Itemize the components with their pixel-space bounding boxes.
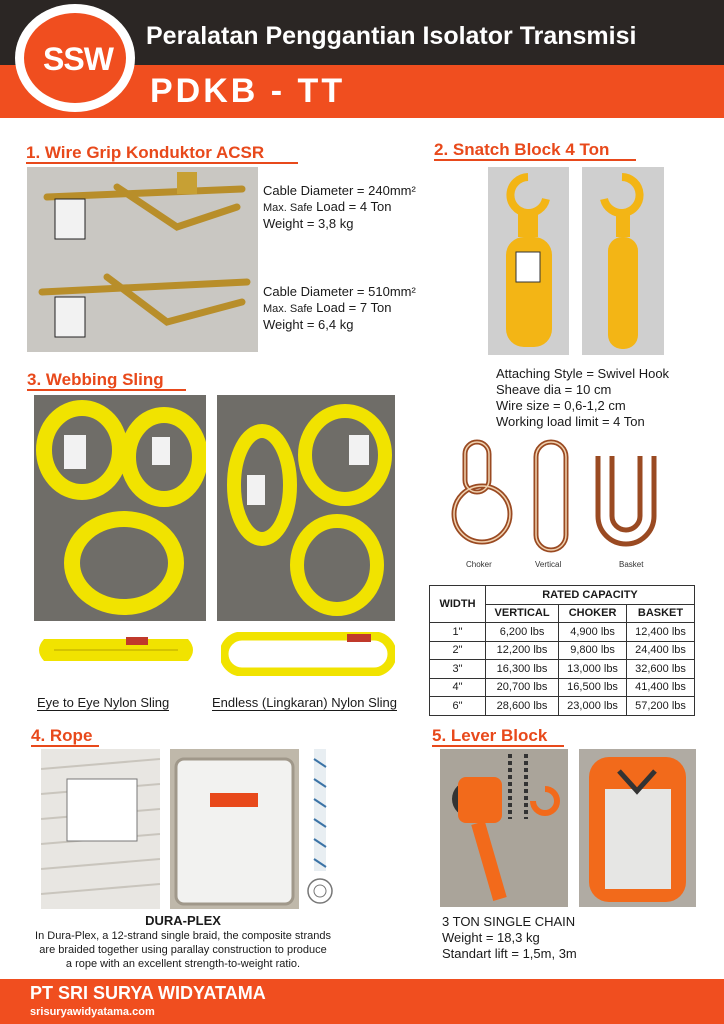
eye-to-eye-caption: Eye to Eye Nylon Sling xyxy=(37,695,170,710)
col-choker: CHOKER xyxy=(559,604,627,623)
sling-hitch-diagram xyxy=(440,438,690,558)
table-row xyxy=(430,641,695,660)
spec-sheave-dia: Sheave dia = 10 cm xyxy=(496,382,612,397)
section-4-underline xyxy=(31,745,99,747)
endless-sling-image xyxy=(221,632,395,676)
cell: 6" xyxy=(430,697,486,716)
snatch-block-specs xyxy=(496,366,669,430)
company-name: PT SRI SURYA WIDYATAMA xyxy=(30,983,266,1003)
description-line: are braided together using parallay construction to produce xyxy=(39,944,327,956)
spec-safe-load: Max. Safe Load = 4 Ton xyxy=(263,199,392,214)
cell: 41,400 lbs xyxy=(627,678,695,697)
logo-text: SSW xyxy=(43,41,113,77)
width-header: WIDTH xyxy=(430,586,486,623)
description-line: a rope with an excellent strength-to-weight ratio. xyxy=(65,958,301,970)
cell: 16,300 lbs xyxy=(486,660,559,679)
ssw-logo xyxy=(15,4,135,112)
cell: 12,400 lbs xyxy=(627,623,695,642)
rope-spool-photo xyxy=(170,749,299,909)
rated-capacity-table xyxy=(429,585,695,716)
eye-to-eye-sling-image xyxy=(32,631,200,669)
wire-grip-spec-1 xyxy=(263,183,416,232)
spec-weight: Weight = 6,4 kg xyxy=(263,317,354,332)
cell: 57,200 lbs xyxy=(627,697,695,716)
spec-chain: 3 TON SINGLE CHAIN xyxy=(442,914,576,929)
wire-grip-photo xyxy=(27,167,258,352)
section-1-heading: 1. Wire Grip Konduktor ACSR xyxy=(26,143,265,162)
table-row xyxy=(430,697,695,716)
company-website: srisuryawidyatama.com xyxy=(30,1006,155,1018)
rope-product-name: DURA-PLEX xyxy=(145,913,221,928)
cell: 6,200 lbs xyxy=(486,623,559,642)
cell: 16,500 lbs xyxy=(559,678,627,697)
spec-weight: Weight = 18,3 kg xyxy=(442,930,540,945)
vertical-label: Vertical xyxy=(535,560,562,569)
cell: 2" xyxy=(430,641,486,660)
col-vertical: VERTICAL xyxy=(486,604,559,623)
cell: 4" xyxy=(430,678,486,697)
spec-wire-size: Wire size = 0,6-1,2 cm xyxy=(496,398,626,413)
lever-block-label-photo xyxy=(579,749,696,907)
rope-strand-image xyxy=(305,749,335,909)
spec-working-load: Working load limit = 4 Ton xyxy=(496,414,645,429)
cell: 20,700 lbs xyxy=(486,678,559,697)
section-3-underline xyxy=(27,389,186,391)
endless-sling-caption: Endless (Lingkaran) Nylon Sling xyxy=(212,695,397,710)
spec-attaching-style: Attaching Style = Swivel Hook xyxy=(496,366,670,381)
cell: 24,400 lbs xyxy=(627,641,695,660)
cell: 23,000 lbs xyxy=(559,697,627,716)
cell: 4,900 lbs xyxy=(559,623,627,642)
rated-capacity-header: RATED CAPACITY xyxy=(486,586,695,605)
rope-coil-photo xyxy=(41,749,160,909)
cell: 13,000 lbs xyxy=(559,660,627,679)
rope-description xyxy=(0,929,366,971)
vertical-hitch-icon xyxy=(536,442,566,550)
cell: 32,600 lbs xyxy=(627,660,695,679)
cell: 28,600 lbs xyxy=(486,697,559,716)
page-subtitle: PDKB - TT xyxy=(150,72,346,110)
spec-lift: Standart lift = 1,5m, 3m xyxy=(442,946,577,961)
page-title: Peralatan Penggantian Isolator Transmisi xyxy=(146,22,637,50)
table-row xyxy=(430,660,695,679)
section-5-underline xyxy=(432,745,564,747)
cell: 12,200 lbs xyxy=(486,641,559,660)
cell: 9,800 lbs xyxy=(559,641,627,660)
section-2-heading: 2. Snatch Block 4 Ton xyxy=(434,140,610,159)
lever-block-photo xyxy=(440,749,568,907)
spec-weight: Weight = 3,8 kg xyxy=(263,216,354,231)
section-5-heading: 5. Lever Block xyxy=(432,726,548,745)
section-2-underline xyxy=(434,159,636,161)
table-row xyxy=(430,678,695,697)
description-line: In Dura-Plex, a 12-strand single braid, the composite strands xyxy=(35,930,331,942)
snatch-block-front-photo xyxy=(488,167,569,355)
webbing-sling-photo-1 xyxy=(34,395,206,621)
cell: 3" xyxy=(430,660,486,679)
webbing-sling-photo-2 xyxy=(217,395,395,621)
basket-label: Basket xyxy=(619,560,644,569)
table-row xyxy=(430,623,695,642)
section-4-heading: 4. Rope xyxy=(31,726,93,745)
cell: 1" xyxy=(430,623,486,642)
wire-grip-spec-2 xyxy=(263,284,416,333)
col-basket: BASKET xyxy=(627,604,695,623)
spec-safe-load: Max. Safe Load = 7 Ton xyxy=(263,300,392,315)
choker-label: Choker xyxy=(466,560,492,569)
section-3-heading: 3. Webbing Sling xyxy=(27,370,164,389)
spec-cable-diameter: Cable Diameter = 510mm² xyxy=(263,284,416,299)
lever-block-specs xyxy=(442,914,577,962)
snatch-block-side-photo xyxy=(582,167,664,355)
section-1-underline xyxy=(26,162,298,164)
spec-cable-diameter: Cable Diameter = 240mm² xyxy=(263,183,416,198)
